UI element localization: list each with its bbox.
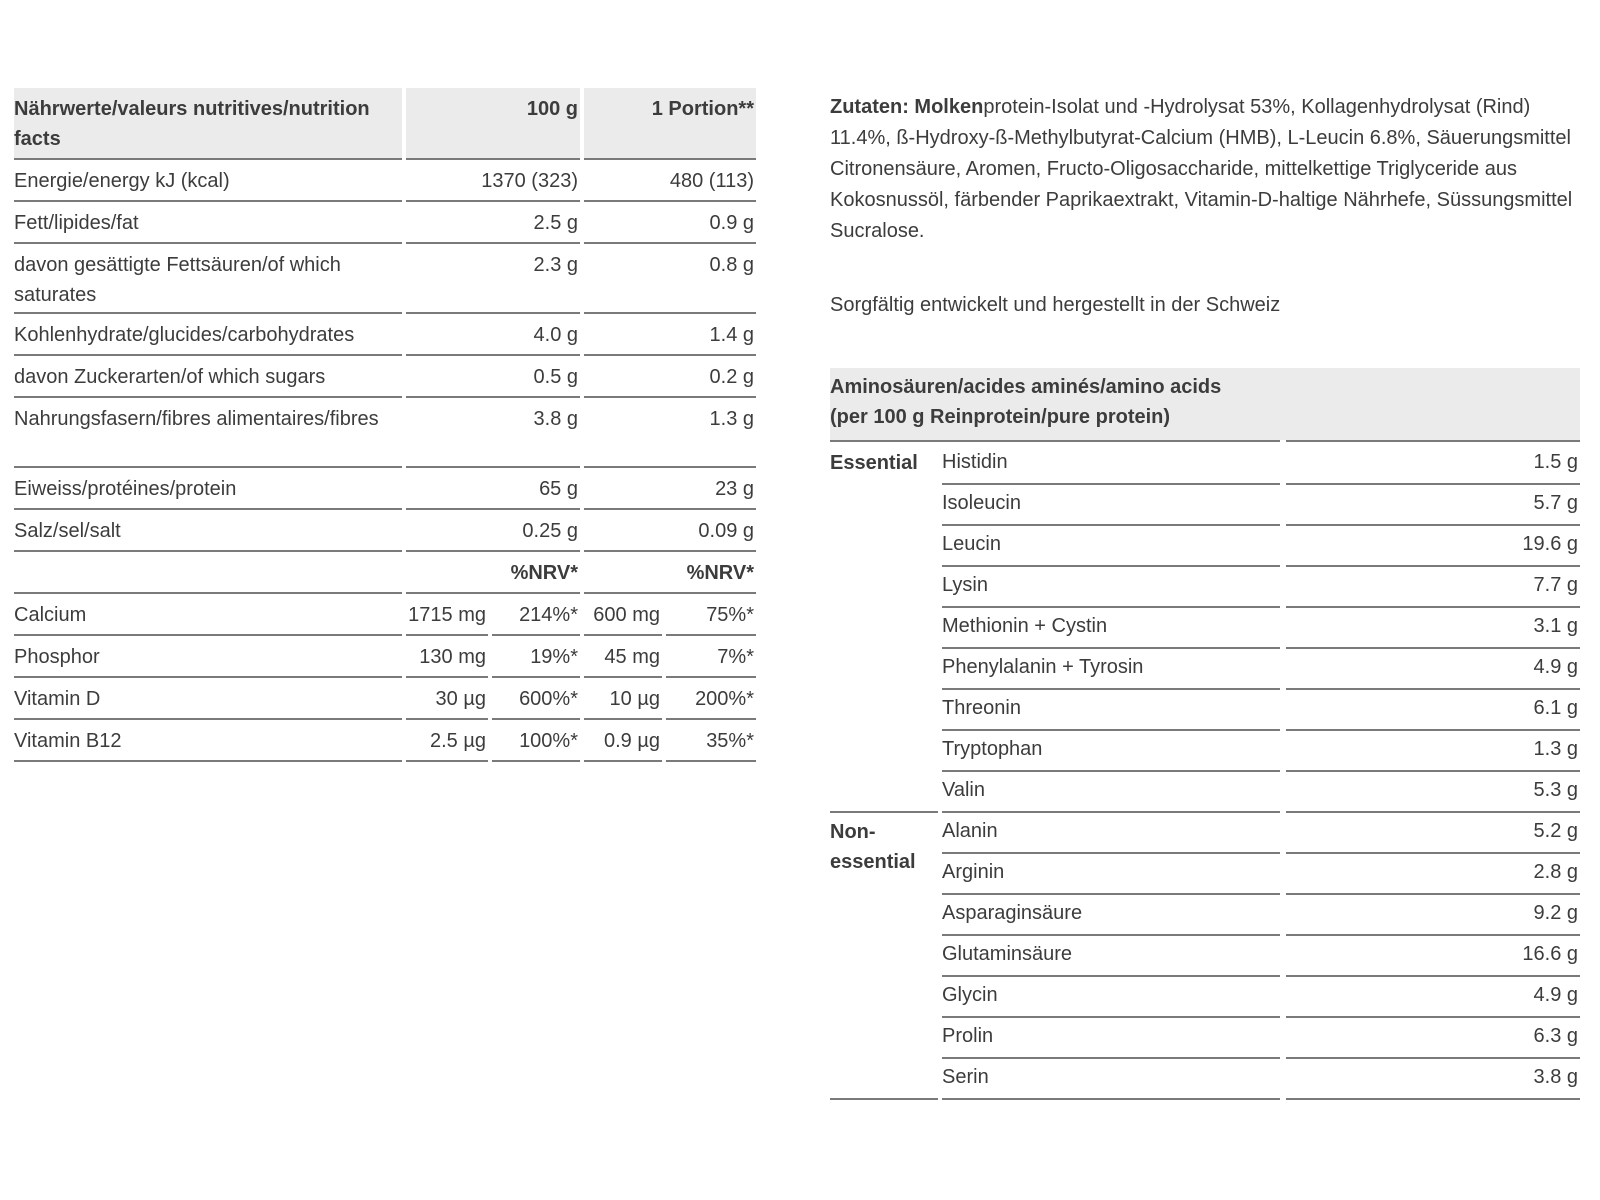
amino-acid-value: 5.2 g xyxy=(1533,820,1578,842)
row-divider xyxy=(584,200,756,202)
row-divider xyxy=(584,508,756,510)
nutrient-value-100g: 1370 (323) xyxy=(481,170,578,192)
amino-acid-value: 6.1 g xyxy=(1533,697,1578,719)
row-divider xyxy=(14,718,402,720)
nutrient-value-100g: 3.8 g xyxy=(533,408,578,430)
nutrient-value-100g: 65 g xyxy=(539,478,578,500)
row-divider xyxy=(406,200,580,202)
mineral-amount-portion: 10 µg xyxy=(609,688,660,710)
row-divider xyxy=(942,1098,1280,1100)
header-divider xyxy=(830,440,1280,442)
amino-acid-value: 9.2 g xyxy=(1533,902,1578,924)
nutrient-label: Nahrungsfasern/fibres alimentaires/fibres xyxy=(14,408,379,430)
amino-acid-value: 5.7 g xyxy=(1533,492,1578,514)
header-divider xyxy=(14,158,402,160)
row-divider xyxy=(14,242,402,244)
nutrient-value-portion: 0.2 g xyxy=(709,366,754,388)
nrv-header-100g: %NRV* xyxy=(510,562,578,584)
mineral-label: Vitamin D xyxy=(14,688,101,710)
row-divider xyxy=(14,550,402,552)
nutrient-label: davon Zuckerarten/of which sugars xyxy=(14,366,326,388)
row-divider xyxy=(14,354,402,356)
ingredients-lead: Zutaten: Molken xyxy=(830,96,984,118)
nutrient-value-portion: 1.3 g xyxy=(709,408,754,430)
row-divider xyxy=(584,550,756,552)
row-divider xyxy=(584,466,756,468)
mineral-label: Calcium xyxy=(14,604,87,626)
mineral-amount-100g: 130 mg xyxy=(419,646,486,668)
row-divider xyxy=(1286,1098,1580,1100)
row-divider xyxy=(584,676,662,678)
row-divider xyxy=(584,592,756,594)
nrv-header-portion: %NRV* xyxy=(686,562,754,584)
amino-acid-name: Isoleucin xyxy=(942,492,1021,514)
amino-group-label: Non-essential xyxy=(830,821,916,873)
row-divider xyxy=(492,760,580,762)
nutrient-value-100g: 0.5 g xyxy=(533,366,578,388)
amino-acid-value: 7.7 g xyxy=(1533,574,1578,596)
amino-acid-name: Histidin xyxy=(942,451,1008,473)
amino-acid-value: 3.8 g xyxy=(1533,1066,1578,1088)
row-divider xyxy=(406,508,580,510)
amino-acid-value: 1.3 g xyxy=(1533,738,1578,760)
row-divider xyxy=(406,550,580,552)
ingredients-body: protein-Isolat und -Hydrolysat 53%, Kollagenhydrolysat (Rind) 11.4%, ß-Hydroxy-ß-Methylbutyrat-Calcium (HMB), L-Leucin 6.8%, Säuerungsmittel Citronensäure, Aromen, Fructo-Oligosaccharide, mittelkettige Triglyceride aus Kokosnussöl, färbender Paprikaextrakt, Vitamin-D-haltige Nährhefe, Süssungsmittel Sucralose. xyxy=(830,96,1573,242)
row-divider xyxy=(492,676,580,678)
mineral-amount-100g: 1715 mg xyxy=(408,604,486,626)
nutrient-value-portion: 0.9 g xyxy=(709,212,754,234)
amino-acid-value: 3.1 g xyxy=(1533,615,1578,637)
row-divider xyxy=(492,718,580,720)
row-divider xyxy=(406,396,580,398)
row-divider xyxy=(406,592,580,594)
mineral-amount-100g: 30 µg xyxy=(435,688,486,710)
row-divider xyxy=(406,312,580,314)
mineral-nrv-portion: 35%* xyxy=(706,730,754,752)
nutrient-value-100g: 2.5 g xyxy=(533,212,578,234)
amino-acid-name: Methionin + Cystin xyxy=(942,615,1108,637)
amino-acid-value: 16.6 g xyxy=(1522,943,1578,965)
amino-acid-value: 6.3 g xyxy=(1533,1025,1578,1047)
row-divider xyxy=(14,466,402,468)
row-divider xyxy=(14,592,402,594)
mineral-nrv-portion: 75%* xyxy=(706,604,754,626)
amino-acid-value: 19.6 g xyxy=(1522,533,1578,555)
nutrient-label: Kohlenhydrate/glucides/carbohydrates xyxy=(14,324,355,346)
amino-acid-name: Lysin xyxy=(942,574,988,596)
row-divider xyxy=(406,760,488,762)
row-divider xyxy=(492,634,580,636)
nutrient-label: Salz/sel/salt xyxy=(14,520,121,542)
nutrient-value-100g: 4.0 g xyxy=(533,324,578,346)
amino-acid-value: 5.3 g xyxy=(1533,779,1578,801)
row-divider xyxy=(406,354,580,356)
row-divider xyxy=(584,634,662,636)
mineral-nrv-portion: 200%* xyxy=(695,688,754,710)
row-divider xyxy=(14,396,402,398)
row-divider xyxy=(584,354,756,356)
made-in-text: Sorgfältig entwickelt und hergestellt in der Schweiz xyxy=(830,294,1281,316)
mineral-nrv-portion: 7%* xyxy=(717,646,754,668)
nutrient-label: Fett/lipides/fat xyxy=(14,212,139,234)
amino-acid-name: Prolin xyxy=(942,1025,994,1047)
row-divider xyxy=(406,676,488,678)
nutrient-value-100g: 2.3 g xyxy=(533,254,578,276)
row-divider xyxy=(14,312,402,314)
nutrient-value-portion: 480 (113) xyxy=(669,170,754,192)
nutrient-value-portion: 1.4 g xyxy=(709,324,754,346)
mineral-nrv-100g: 214%* xyxy=(519,604,578,626)
group-divider xyxy=(830,1098,938,1100)
row-divider xyxy=(14,200,402,202)
amino-acid-name: Glycin xyxy=(942,984,998,1006)
row-divider xyxy=(584,396,756,398)
row-divider xyxy=(666,634,756,636)
nutrient-label: Energie/energy kJ (kcal) xyxy=(14,170,230,192)
amino-acid-name: Tryptophan xyxy=(942,738,1043,760)
nutrient-label: davon gesättigte Fettsäuren/of which saturates xyxy=(14,254,341,306)
row-divider xyxy=(14,508,402,510)
header-divider xyxy=(1286,440,1580,442)
mineral-nrv-100g: 100%* xyxy=(519,730,578,752)
row-divider xyxy=(666,760,756,762)
amino-header-subtitle: (per 100 g Reinprotein/pure protein) xyxy=(830,406,1171,428)
nutrient-value-portion: 0.09 g xyxy=(698,520,754,542)
row-divider xyxy=(666,718,756,720)
row-divider xyxy=(584,312,756,314)
nutrition-header-100g: 100 g xyxy=(406,88,580,158)
row-divider xyxy=(584,760,662,762)
amino-acid-name: Arginin xyxy=(942,861,1005,883)
amino-acid-value: 4.9 g xyxy=(1533,984,1578,1006)
mineral-amount-portion: 45 mg xyxy=(604,646,660,668)
amino-acid-name: Glutaminsäure xyxy=(942,943,1073,965)
header-divider xyxy=(406,158,580,160)
mineral-amount-100g: 2.5 µg xyxy=(429,730,486,752)
row-divider xyxy=(584,242,756,244)
nutrition-header-portion: 1 Portion** xyxy=(584,88,756,158)
amino-header xyxy=(830,368,1580,440)
amino-acid-name: Threonin xyxy=(942,697,1021,719)
row-divider xyxy=(406,466,580,468)
row-divider xyxy=(406,242,580,244)
nutrient-value-100g: 0.25 g xyxy=(522,520,578,542)
nutrient-label: Eiweiss/protéines/protein xyxy=(14,478,237,500)
nutrition-header-label: Nährwerte/valeurs nutritives/nutrition facts xyxy=(14,88,402,158)
mineral-label: Phosphor xyxy=(14,646,100,668)
mineral-amount-portion: 0.9 µg xyxy=(603,730,660,752)
amino-acid-name: Serin xyxy=(942,1066,989,1088)
amino-acid-name: Phenylalanin + Tyrosin xyxy=(942,656,1144,678)
row-divider xyxy=(584,718,662,720)
row-divider xyxy=(14,634,402,636)
mineral-nrv-100g: 600%* xyxy=(519,688,578,710)
row-divider xyxy=(14,676,402,678)
amino-acid-value: 1.5 g xyxy=(1533,451,1578,473)
nutrient-value-portion: 23 g xyxy=(715,478,754,500)
header-divider xyxy=(584,158,756,160)
amino-acid-name: Asparaginsäure xyxy=(942,902,1083,924)
mineral-nrv-100g: 19%* xyxy=(530,646,578,668)
mineral-label: Vitamin B12 xyxy=(14,730,122,752)
row-divider xyxy=(406,718,488,720)
amino-acid-value: 4.9 g xyxy=(1533,656,1578,678)
amino-header-title: Aminosäuren/acides aminés/amino acids xyxy=(830,376,1222,398)
amino-acid-name: Alanin xyxy=(942,820,998,842)
amino-group-label: Essential xyxy=(830,452,918,474)
row-divider xyxy=(406,634,488,636)
amino-acid-name: Leucin xyxy=(942,533,1001,555)
row-divider xyxy=(666,676,756,678)
ingredients-text xyxy=(830,92,1590,247)
nutrient-value-portion: 0.8 g xyxy=(709,254,754,276)
amino-acid-value: 2.8 g xyxy=(1533,861,1578,883)
row-divider xyxy=(14,760,402,762)
mineral-amount-portion: 600 mg xyxy=(593,604,660,626)
amino-acid-name: Valin xyxy=(942,779,985,801)
